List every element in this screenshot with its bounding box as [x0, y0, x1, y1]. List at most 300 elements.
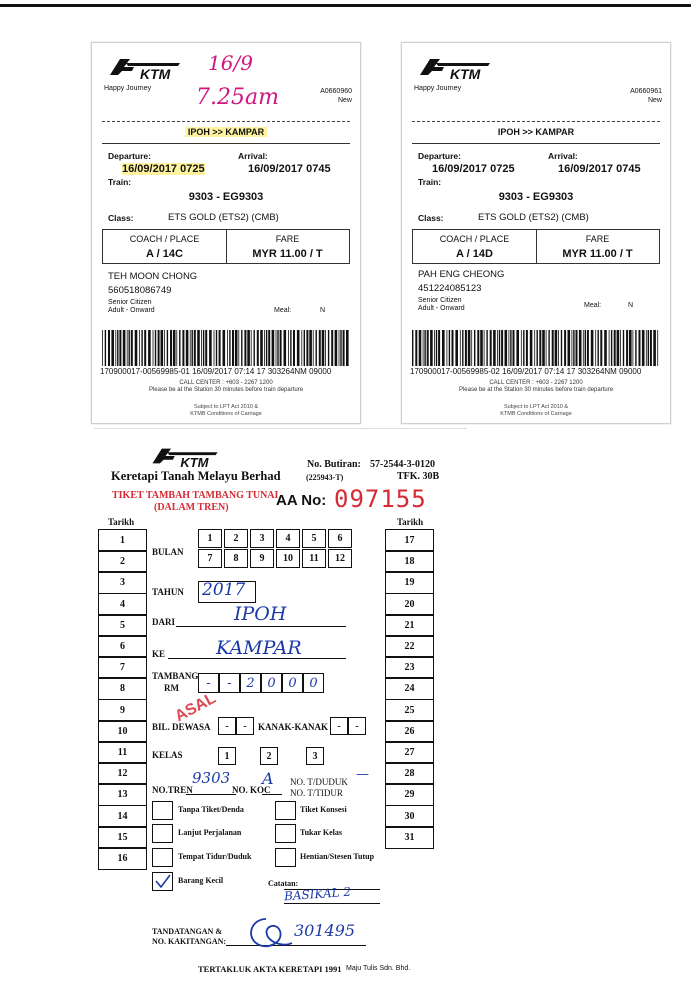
date-cell-22[interactable] — [385, 635, 434, 658]
train-label: Train: — [108, 177, 132, 187]
barcode-bar — [335, 330, 338, 366]
dewasa-box-2[interactable] — [236, 717, 254, 735]
barcode-bar — [427, 330, 429, 366]
tandatangan-label-2: NO. KAKITANGAN: — [152, 937, 227, 946]
month-number: 8 — [233, 553, 239, 564]
barcode-bar — [131, 330, 133, 366]
barcode-bar — [497, 330, 498, 366]
barcode-bar — [657, 330, 658, 366]
barcode-bar — [465, 330, 467, 366]
kanak-box-2[interactable] — [348, 717, 366, 735]
month-cell-1[interactable] — [198, 529, 222, 548]
no-butiran-value: 57-2544-3-0120 — [370, 459, 435, 470]
kelas-option-2[interactable] — [260, 747, 278, 765]
month-cell-10[interactable] — [276, 549, 300, 568]
date-number: 11 — [117, 747, 128, 758]
tambang-digit-box[interactable] — [282, 673, 303, 693]
barcode-bar — [629, 330, 632, 366]
call-center-block — [92, 380, 360, 394]
barcode-bar — [216, 330, 217, 366]
kelas-option-3[interactable] — [306, 747, 324, 765]
date-cell-27[interactable] — [385, 741, 434, 764]
barcode-bar — [194, 330, 196, 366]
date-number: 10 — [117, 725, 128, 737]
barcode-bar — [626, 330, 628, 366]
barcode-bar — [505, 330, 508, 366]
date-cell-9[interactable] — [98, 699, 147, 722]
arrival-label: Arrival: — [238, 151, 268, 161]
tiket-konsesi-checkbox[interactable] — [275, 801, 296, 820]
fare-label: FARE — [275, 234, 300, 244]
barcode-bar — [501, 330, 503, 366]
train-label: Train: — [418, 177, 442, 187]
catatan-field-2[interactable] — [284, 903, 380, 904]
tagline: Happy Journey — [104, 85, 152, 92]
barcode-bar — [276, 330, 277, 366]
date-cell-26[interactable] — [385, 720, 434, 743]
barcode-bar — [260, 330, 263, 366]
rm-label: RM — [164, 683, 179, 693]
catatan-value: BASIKAL 2 — [283, 884, 352, 904]
hentian-checkbox[interactable] — [275, 848, 296, 867]
date-number: 31 — [404, 831, 415, 843]
barcode-bar — [474, 330, 475, 366]
train-value: 9303 - EG9303 — [188, 191, 264, 203]
month-cell-8[interactable] — [224, 549, 248, 568]
date-number: 6 — [120, 641, 125, 652]
tanpa-tiket-checkbox[interactable] — [152, 801, 173, 820]
staff-number: 301495 — [294, 921, 356, 940]
lanjut-checkbox[interactable] — [152, 824, 173, 843]
tarikh-label-left: Tarikh — [108, 517, 135, 527]
date-cell-19[interactable] — [385, 571, 434, 594]
barcode-bar — [468, 330, 471, 366]
kelas-label: KELAS — [152, 750, 183, 760]
barcode — [412, 330, 660, 366]
category-1: Senior Citizen — [418, 297, 462, 304]
date-number: 8 — [120, 683, 125, 695]
barcode-bar — [442, 330, 445, 366]
date-cell-18[interactable] — [385, 550, 434, 573]
form-subtitle: (DALAM TREN) — [154, 502, 229, 513]
barcode-bar — [284, 330, 287, 366]
date-cell-2[interactable] — [98, 550, 147, 573]
barcode-bar — [558, 330, 559, 366]
route — [402, 127, 670, 137]
tarikh-label-right: Tarikh — [397, 517, 424, 527]
barcode-bar — [105, 330, 106, 366]
tambang-digit: 2 — [246, 675, 255, 691]
date-number: 18 — [404, 556, 415, 568]
barcode-bar — [564, 330, 566, 366]
ticket-right — [401, 42, 671, 424]
barcode-bar — [436, 330, 437, 366]
month-cell-12[interactable] — [328, 549, 352, 568]
month-number: 10 — [283, 553, 293, 564]
date-cell-15[interactable] — [98, 826, 147, 849]
date-cell-1[interactable] — [98, 529, 147, 552]
date-number: 20 — [404, 598, 415, 610]
date-number: 16 — [117, 853, 128, 864]
barcode-bar — [313, 330, 314, 366]
barcode-bar — [331, 330, 333, 366]
barcode-bar — [510, 330, 511, 366]
barcode-bar — [306, 330, 308, 366]
subject-line-2: KTMB Conditions of Carriage — [190, 410, 262, 417]
barcode-bar — [297, 330, 300, 366]
barcode-bar — [209, 330, 212, 366]
nokoc-value: A — [262, 769, 274, 788]
barcode-bar — [229, 330, 230, 366]
tukar-kelas-label: Tukar Kelas — [300, 828, 343, 837]
barcode-bar — [548, 330, 549, 366]
month-cell-4[interactable] — [276, 529, 300, 548]
tempat-tidur-checkbox[interactable] — [152, 848, 173, 867]
barcode-bar — [604, 330, 607, 366]
date-cell-23[interactable] — [385, 656, 434, 679]
barcode-bar — [539, 330, 541, 366]
barcode-bar — [614, 330, 616, 366]
date-cell-8[interactable] — [98, 677, 147, 700]
tukar-kelas-checkbox[interactable] — [275, 824, 296, 843]
month-number: 12 — [335, 553, 345, 564]
tambang-digit-box[interactable] — [261, 673, 282, 693]
notice: Please be at the Station 30 minutes before train departure — [148, 387, 304, 393]
tambang-digit-box[interactable] — [240, 673, 261, 693]
meal-value: N — [628, 302, 634, 309]
date-number: 5 — [120, 619, 125, 631]
handwritten-time: 7.25am — [196, 85, 279, 110]
scan-top-edge — [0, 4, 691, 7]
kanak-box-value: - — [355, 720, 359, 732]
coach-fare-box — [102, 229, 350, 264]
call-center: CALL CENTER : +603 - 2267 1200 — [179, 380, 273, 386]
footer-text: TERTAKLUK AKTA KERETAPI 1991 — [198, 964, 342, 974]
barcode-bar — [650, 330, 652, 366]
brand-text: KTM — [140, 66, 171, 81]
barcode-bar — [620, 330, 621, 366]
notren-field[interactable] — [186, 794, 236, 795]
barcode-bar — [301, 330, 302, 366]
barcode-bar — [339, 330, 340, 366]
barcode-bar — [591, 330, 594, 366]
nokoc-label: NO. KOC — [232, 785, 271, 795]
month-number: 5 — [311, 533, 317, 544]
barcode-bar — [176, 330, 177, 366]
route-text: IPOH >> KAMPAR — [185, 127, 267, 137]
barcode-bar — [293, 330, 295, 366]
barcode-bar — [516, 330, 519, 366]
tambang-digit: - — [206, 675, 211, 691]
ticket-left — [91, 42, 361, 424]
date-number: 13 — [117, 789, 128, 801]
asal-stamp: ASAL — [172, 689, 219, 726]
barcode-bar — [419, 330, 422, 366]
date-cell-5[interactable] — [98, 614, 147, 637]
date-number: 12 — [117, 768, 128, 780]
date-cell-17[interactable] — [385, 529, 434, 552]
date-cell-25[interactable] — [385, 699, 434, 722]
subject-line-1: Subject to LPT Act 2010 & — [503, 404, 569, 410]
class-value: ETS GOLD (ETS2) (CMB) — [478, 212, 589, 223]
month-cell-11[interactable] — [302, 549, 326, 568]
arrival-label: Arrival: — [548, 151, 578, 161]
serial-block — [320, 87, 352, 105]
coach-value: A / 14C — [146, 248, 183, 260]
class-label: Class: — [108, 213, 134, 223]
date-number: 15 — [117, 831, 128, 843]
barcode-bar — [164, 330, 165, 366]
barcode-bar — [232, 330, 234, 366]
barcode-bar — [319, 330, 321, 366]
ttidur-label: NO. T/TIDUR — [290, 788, 343, 798]
date-number: 21 — [404, 619, 415, 631]
train-value: 9303 - EG9303 — [498, 191, 574, 203]
date-cell-30[interactable] — [385, 805, 434, 828]
barcode-bar — [288, 330, 289, 366]
date-number: 28 — [404, 768, 415, 780]
barcode-bar — [309, 330, 312, 366]
fare-value: MYR 11.00 / T — [562, 248, 633, 260]
month-cell-5[interactable] — [302, 529, 326, 548]
date-number: 23 — [404, 662, 415, 674]
barcode-bar — [111, 330, 114, 366]
barcode-bar — [576, 330, 578, 366]
category-2: Adult - Onward — [418, 305, 465, 312]
barcode-bar — [325, 330, 326, 366]
tanpa-tiket-label: Tanpa Tiket/Denda — [178, 805, 244, 814]
nokoc-field[interactable] — [262, 794, 282, 795]
barcode-bar — [438, 330, 440, 366]
barcode-bar — [272, 330, 275, 366]
barcode-bar — [148, 330, 151, 366]
dari-field[interactable] — [176, 626, 346, 627]
tduduk-value: — — [356, 767, 369, 782]
barcode-bar — [572, 330, 573, 366]
barcode-bar — [542, 330, 545, 366]
barcode-bar — [611, 330, 612, 366]
month-number: 7 — [207, 553, 213, 564]
barcode-bar — [343, 330, 345, 366]
tambang-label: TAMBANG — [152, 671, 199, 681]
kelas-option-value: 2 — [266, 750, 272, 762]
barcode-bar — [452, 330, 454, 366]
barcode-bar — [290, 330, 291, 366]
date-cell-21[interactable] — [385, 614, 434, 637]
barcode-bar — [646, 330, 647, 366]
barcode-bar — [268, 330, 270, 366]
date-cell-3[interactable] — [98, 571, 147, 594]
barcode-bar — [304, 330, 305, 366]
serial-number: A0660960 — [320, 88, 352, 95]
barcode-bar — [257, 330, 259, 366]
tahun-value: 2017 — [202, 580, 246, 600]
ktm-logo — [148, 443, 222, 469]
barcode-bar — [447, 330, 448, 366]
dewasa-box-value: - — [243, 720, 247, 732]
passenger-name: TEH MOON CHONG — [108, 271, 198, 282]
barcode-bar — [598, 330, 599, 366]
barcode-bar — [266, 330, 267, 366]
barcode-bar — [480, 330, 483, 366]
barcode-bar — [635, 330, 636, 366]
barcode-bar — [568, 330, 571, 366]
divider — [412, 143, 660, 144]
date-cell-6[interactable] — [98, 635, 147, 658]
tduduk-label: NO. T/DUDUK — [290, 777, 348, 787]
subject-block — [402, 404, 670, 417]
barcode-bar — [415, 330, 417, 366]
form-title: TIKET TAMBAH TAMBANG TUNAI — [112, 490, 279, 501]
date-cell-11[interactable] — [98, 741, 147, 764]
dewasa-box-1[interactable] — [218, 717, 236, 735]
date-number: 30 — [404, 810, 415, 822]
barcode-bar — [182, 330, 184, 366]
barcode-bar — [455, 330, 458, 366]
barcode-bar — [499, 330, 500, 366]
divider — [412, 121, 660, 122]
date-cell-7[interactable] — [98, 656, 147, 679]
date-cell-20[interactable] — [385, 593, 434, 616]
tagline: Happy Journey — [414, 85, 462, 92]
tambang-digit: 0 — [309, 675, 318, 691]
barcode-bar — [238, 330, 239, 366]
date-number: 2 — [120, 556, 125, 568]
month-cell-7[interactable] — [198, 549, 222, 568]
passenger-name: PAH ENG CHEONG — [418, 269, 505, 280]
route-text: IPOH >> KAMPAR — [497, 127, 575, 137]
month-cell-6[interactable] — [328, 529, 352, 548]
barcode-text: 170900017-00569985-02 16/09/2017 07:14 17 303264NM 09000 — [410, 367, 642, 376]
coach-label: COACH / PLACE — [129, 234, 200, 244]
ktm-logo — [416, 53, 494, 81]
month-cell-9[interactable] — [250, 549, 274, 568]
date-cell-12[interactable] — [98, 762, 147, 785]
kanak-label: KANAK-KANAK — [258, 722, 328, 732]
date-cell-13[interactable] — [98, 783, 147, 806]
kanak-box-1[interactable] — [330, 717, 348, 735]
date-cell-16[interactable] — [98, 847, 147, 870]
barang-kecil-label: Barang Kecil — [178, 876, 224, 885]
barcode-bar — [235, 330, 238, 366]
coach-label: COACH / PLACE — [439, 234, 510, 244]
barcode-bar — [623, 330, 624, 366]
barcode-bar — [139, 330, 140, 366]
barcode-bar — [328, 330, 329, 366]
hentian-label: Hentian/Stesen Tutup — [300, 852, 375, 861]
date-number: 22 — [404, 641, 415, 652]
barcode-bar — [424, 330, 425, 366]
tambang-digit-box[interactable] — [219, 673, 240, 693]
dari-label: DARI — [152, 617, 176, 627]
date-cell-14[interactable] — [98, 805, 147, 828]
barcode-bar — [161, 330, 164, 366]
barcode-bar — [254, 330, 255, 366]
coach-fare-box — [412, 229, 660, 264]
barang-kecil-checkbox[interactable] — [152, 872, 173, 891]
barcode-bar — [639, 330, 641, 366]
arrival-value: 16/09/2017 0745 — [558, 163, 641, 175]
dewasa-box-value: - — [225, 720, 229, 732]
dari-value: IPOH — [234, 603, 287, 625]
tiket-konsesi-label: Tiket Konsesi — [300, 805, 347, 814]
notren-value: 9303 — [192, 769, 231, 787]
meal-label: Meal: — [584, 302, 602, 309]
barcode-bar — [155, 330, 156, 366]
barcode-bar — [102, 330, 103, 366]
subject-line-2: KTMB Conditions of Carriage — [500, 410, 572, 417]
date-cell-4[interactable] — [98, 593, 147, 616]
date-cell-10[interactable] — [98, 720, 147, 743]
barcode-bar — [609, 330, 610, 366]
signature-scribble — [244, 913, 294, 953]
barcode-bar — [523, 330, 524, 366]
catatan-label: Catatan: — [268, 879, 299, 888]
brand-text: KTM — [450, 66, 481, 81]
barcode-bar — [227, 330, 228, 366]
category-2: Adult - Onward — [108, 307, 155, 314]
barcode-bar — [173, 330, 176, 366]
class-value: ETS GOLD (ETS2) (CMB) — [168, 212, 279, 223]
date-number: 25 — [404, 704, 415, 716]
date-number: 7 — [120, 662, 125, 674]
barcode-bar — [471, 330, 472, 366]
barcode-bar — [340, 330, 341, 366]
date-cell-31[interactable] — [385, 826, 434, 849]
month-cell-3[interactable] — [250, 529, 274, 548]
barcode-bar — [186, 330, 189, 366]
barcode-bar — [119, 330, 121, 366]
tambang-digit: 0 — [288, 675, 297, 691]
barcode-bar — [135, 330, 138, 366]
coach-value: A / 14D — [456, 248, 493, 260]
barcode-bar — [322, 330, 325, 366]
passenger-id: 451224085123 — [418, 283, 482, 294]
kanak-box-value: - — [337, 720, 341, 732]
dewasa-label: BIL. DEWASA — [152, 722, 211, 732]
month-cell-2[interactable] — [224, 529, 248, 548]
no-butiran-label: No. Butiran: — [307, 459, 361, 470]
fare-label: FARE — [585, 234, 610, 244]
kelas-option-1[interactable] — [218, 747, 236, 765]
barcode-bar — [526, 330, 528, 366]
barcode-bar — [158, 330, 160, 366]
tambang-digit-box[interactable] — [303, 673, 324, 693]
date-cell-29[interactable] — [385, 783, 434, 806]
category-1: Senior Citizen — [108, 299, 152, 306]
barcode-bar — [449, 330, 450, 366]
divider — [102, 121, 350, 122]
call-center: CALL CENTER : +603 - 2267 1200 — [489, 380, 583, 386]
barcode-bar — [223, 330, 226, 366]
date-number: 27 — [404, 747, 415, 758]
ke-label: KE — [152, 649, 166, 659]
date-number: 17 — [404, 535, 415, 546]
brand-text: KTM — [180, 455, 209, 469]
barcode-bar — [537, 330, 538, 366]
date-number: 3 — [120, 577, 125, 589]
serial-status: New — [337, 97, 352, 104]
barcode-bar — [583, 330, 584, 366]
date-cell-24[interactable] — [385, 677, 434, 700]
barcode-bar — [490, 330, 492, 366]
barcode-bar — [642, 330, 645, 366]
departure-value: 16/09/2017 0725 — [122, 163, 205, 175]
barcode-bar — [633, 330, 634, 366]
barcode-bar — [617, 330, 620, 366]
barcode-bar — [573, 330, 574, 366]
date-cell-28[interactable] — [385, 762, 434, 785]
